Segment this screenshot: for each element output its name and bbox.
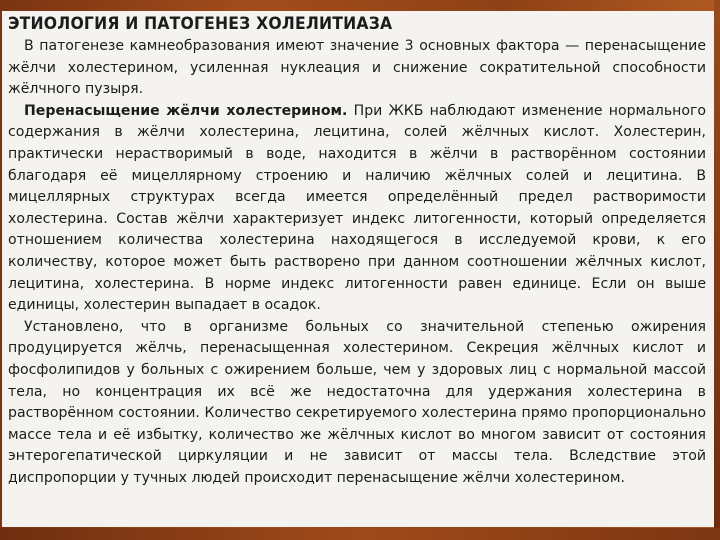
frame-right-border <box>714 0 720 540</box>
document-page <box>2 11 714 527</box>
paragraph-supersaturation <box>8 101 706 317</box>
paragraph-lead-heading: Перенасыщение жёлчи холестерином. <box>24 102 348 119</box>
paragraph-obesity: Установлено, что в организме больных со значительной степенью ожирения продуцируется жёлчь, перенасыщенная холестерином. Секреция жёлчных кислот и фосфолипидов у больных с ожирением больше, чем у здоровых лиц с нормальной массой тела, но концентрация их всё же недостаточна для удержания холестерина в растворённом состоянии. Количество секретируемого холестерина прямо пропорционально массе тела и её избытку, количество же жёлчных кислот во многом зависит от состояния энтерогепатической циркуляции и не зависит от массы тела. Вследствие этой диспропорции у тучных людей происходит перенасыщение жёлчи холестерином. <box>8 318 706 486</box>
page-title: ЭТИОЛОГИЯ И ПАТОГЕНЕЗ ХОЛЕЛИТИАЗА <box>8 14 393 34</box>
paragraph-supersaturation-text: При ЖКБ наблюдают изменение нормального содержания в жёлчи холестерина, лецитина, солей жёлчных кислот. Холестерин, практически нерастворимый в воде, находится в жёлчи в растворённом состоянии благодаря её мицеллярному строению и наличию жёлчных солей и лецитина. В мицеллярных структурах всегда имеется определённый предел растворимости холестерина. Состав жёлчи характеризует индекс литогенности, который определяется отношением количества холестерина находящегося в исследуемой крови, к его количеству, которое может быть растворено при данном соотношении жёлчных кислот, лецитина, холестерина. В норме индекс литогенности равен единице. Если он выше единицы, холестерин выпадает в осадок. <box>8 102 706 314</box>
paragraph-intro: В патогенезе камнеобразования имеют значение 3 основных фактора — перенасыщение жёлчи холестерином, усиленная нуклеация и снижение сократительной способности жёлчного пузыря. <box>8 38 706 98</box>
document-body <box>8 36 706 489</box>
frame-bottom-border <box>0 528 720 540</box>
